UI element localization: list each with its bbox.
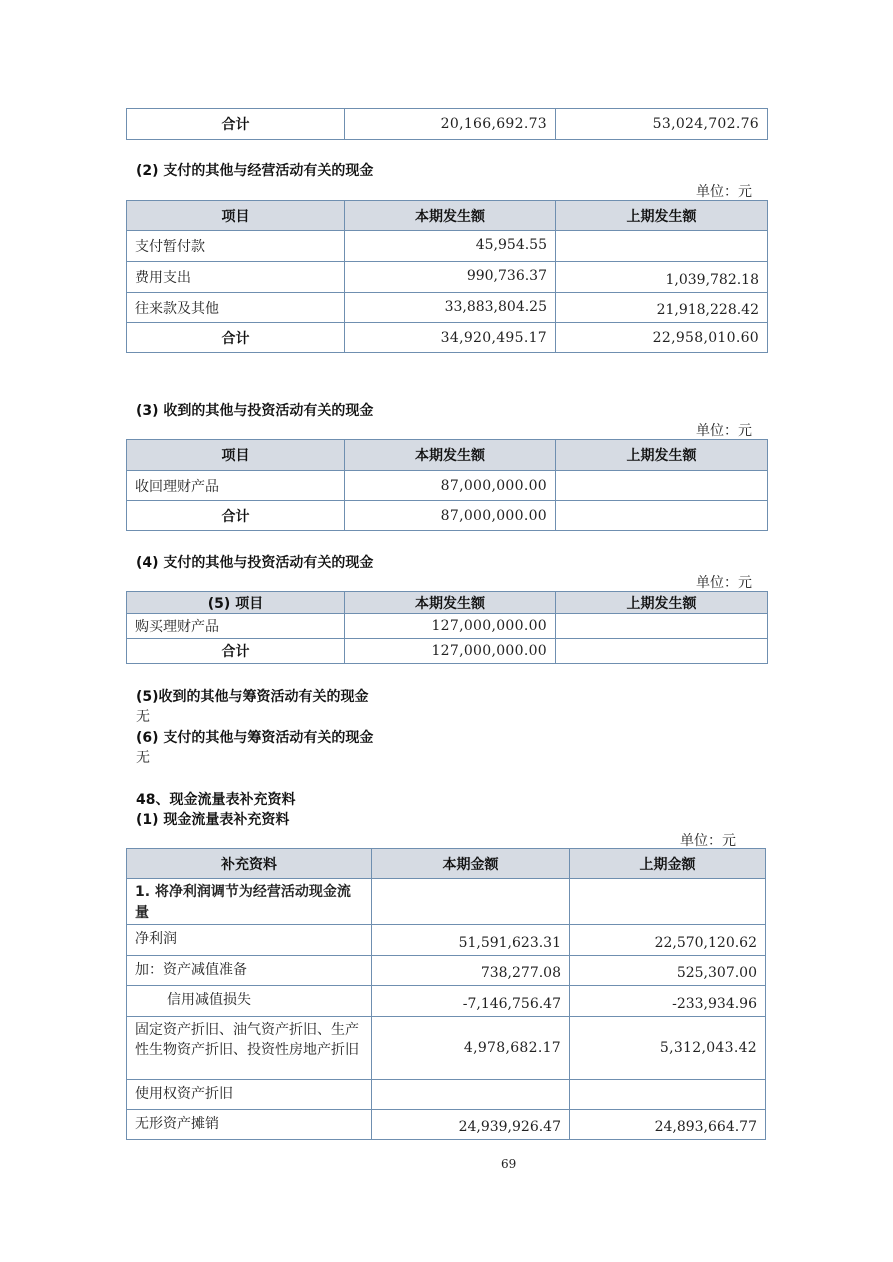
table-header-row	[127, 440, 768, 471]
table-row	[127, 293, 768, 323]
column-header: 上期发生额	[556, 440, 768, 471]
row-item: 支付暂付款	[127, 231, 345, 262]
column-header: 本期发生额	[345, 592, 556, 614]
total-current: 87,000,000.00	[345, 501, 556, 531]
table-row	[127, 1080, 766, 1110]
row-previous: 5,312,043.42	[570, 1017, 766, 1080]
table-total-row	[127, 501, 768, 531]
row-item: 收回理财产品	[127, 471, 345, 501]
page-number: 69	[501, 1157, 517, 1171]
table-cashflow-supplement	[126, 848, 766, 1140]
row-item: 往来款及其他	[127, 293, 345, 323]
row-current	[372, 1080, 570, 1110]
row-current: 990,736.37	[345, 262, 556, 293]
row-previous	[556, 231, 768, 262]
total-previous: 53,024,702.76	[556, 109, 768, 140]
row-current: 24,939,926.47	[372, 1110, 570, 1140]
table-row	[127, 262, 768, 293]
row-current: 45,954.55	[345, 231, 556, 262]
table-row	[127, 956, 766, 986]
table-row	[127, 231, 768, 262]
total-label: 合计	[127, 639, 345, 664]
row-current: 33,883,804.25	[345, 293, 556, 323]
table-total-row	[127, 109, 768, 140]
table-row	[127, 1017, 766, 1080]
column-header: 本期发生额	[345, 201, 556, 231]
row-previous	[556, 614, 768, 639]
section-text: 无	[136, 750, 150, 766]
total-label: 合计	[127, 501, 345, 531]
section-text: 无	[136, 709, 150, 725]
section-subheading: (1) 现金流量表补充资料	[136, 812, 290, 828]
row-previous	[570, 879, 766, 925]
row-current: -7,146,756.47	[372, 986, 570, 1017]
section-heading: (3) 收到的其他与投资活动有关的现金	[136, 403, 374, 419]
row-previous	[556, 471, 768, 501]
row-item: 1. 将净利润调节为经营活动现金流量	[127, 879, 372, 925]
row-current: 87,000,000.00	[345, 471, 556, 501]
row-previous: 21,918,228.42	[556, 293, 768, 323]
row-current: 127,000,000.00	[345, 614, 556, 639]
column-header: (5) 项目	[127, 592, 345, 614]
total-current: 20,166,692.73	[345, 109, 556, 140]
row-current: 51,591,623.31	[372, 925, 570, 956]
column-header: 补充资料	[127, 849, 372, 879]
column-header: 上期发生额	[556, 592, 768, 614]
row-item: 加：资产减值准备	[127, 956, 372, 986]
unit-label: 单位：元	[696, 575, 752, 591]
total-previous: 22,958,010.60	[556, 323, 768, 353]
column-header: 项目	[127, 201, 345, 231]
section-heading: (4) 支付的其他与投资活动有关的现金	[136, 555, 374, 571]
table-total-row	[127, 323, 768, 353]
row-item: 购买理财产品	[127, 614, 345, 639]
table-investment-payments	[126, 591, 768, 664]
row-item: 使用权资产折旧	[127, 1080, 372, 1110]
column-header: 项目	[127, 440, 345, 471]
table-header-row	[127, 849, 766, 879]
table-header-row	[127, 592, 768, 614]
row-item: 无形资产摊销	[127, 1110, 372, 1140]
section-heading: (5)收到的其他与筹资活动有关的现金	[136, 689, 369, 705]
row-previous: 24,893,664.77	[570, 1110, 766, 1140]
section-heading: (6) 支付的其他与筹资活动有关的现金	[136, 730, 374, 746]
table-row	[127, 986, 766, 1017]
row-current: 4,978,682.17	[372, 1017, 570, 1080]
table-operating-payments	[126, 200, 768, 353]
row-item: 净利润	[127, 925, 372, 956]
row-item: 固定资产折旧、油气资产折旧、生产性生物资产折旧、投资性房地产折旧	[127, 1017, 372, 1080]
table-row	[127, 879, 766, 925]
row-current	[372, 879, 570, 925]
row-previous: 525,307.00	[570, 956, 766, 986]
column-header: 本期发生额	[345, 440, 556, 471]
section-heading: 48、现金流量表补充资料	[136, 792, 296, 808]
unit-label: 单位：元	[680, 833, 736, 849]
row-previous: -233,934.96	[570, 986, 766, 1017]
table-total-row	[127, 639, 768, 664]
row-current: 738,277.08	[372, 956, 570, 986]
table-header-row	[127, 201, 768, 231]
table-row	[127, 1110, 766, 1140]
table-row	[127, 471, 768, 501]
row-previous: 1,039,782.18	[556, 262, 768, 293]
row-item: 信用减值损失	[127, 986, 372, 1017]
total-label: 合计	[127, 109, 345, 140]
total-label: 合计	[127, 323, 345, 353]
column-header: 上期金额	[570, 849, 766, 879]
table-row	[127, 614, 768, 639]
column-header: 本期金额	[372, 849, 570, 879]
table-investment-receipts	[126, 439, 768, 531]
table-row	[127, 925, 766, 956]
total-previous	[556, 639, 768, 664]
unit-label: 单位：元	[696, 184, 752, 200]
table-top-continuation	[126, 108, 768, 140]
row-previous	[570, 1080, 766, 1110]
row-item: 费用支出	[127, 262, 345, 293]
total-previous	[556, 501, 768, 531]
row-previous: 22,570,120.62	[570, 925, 766, 956]
total-current: 127,000,000.00	[345, 639, 556, 664]
section-heading: (2) 支付的其他与经营活动有关的现金	[136, 163, 374, 179]
unit-label: 单位：元	[696, 423, 752, 439]
column-header: 上期发生额	[556, 201, 768, 231]
total-current: 34,920,495.17	[345, 323, 556, 353]
